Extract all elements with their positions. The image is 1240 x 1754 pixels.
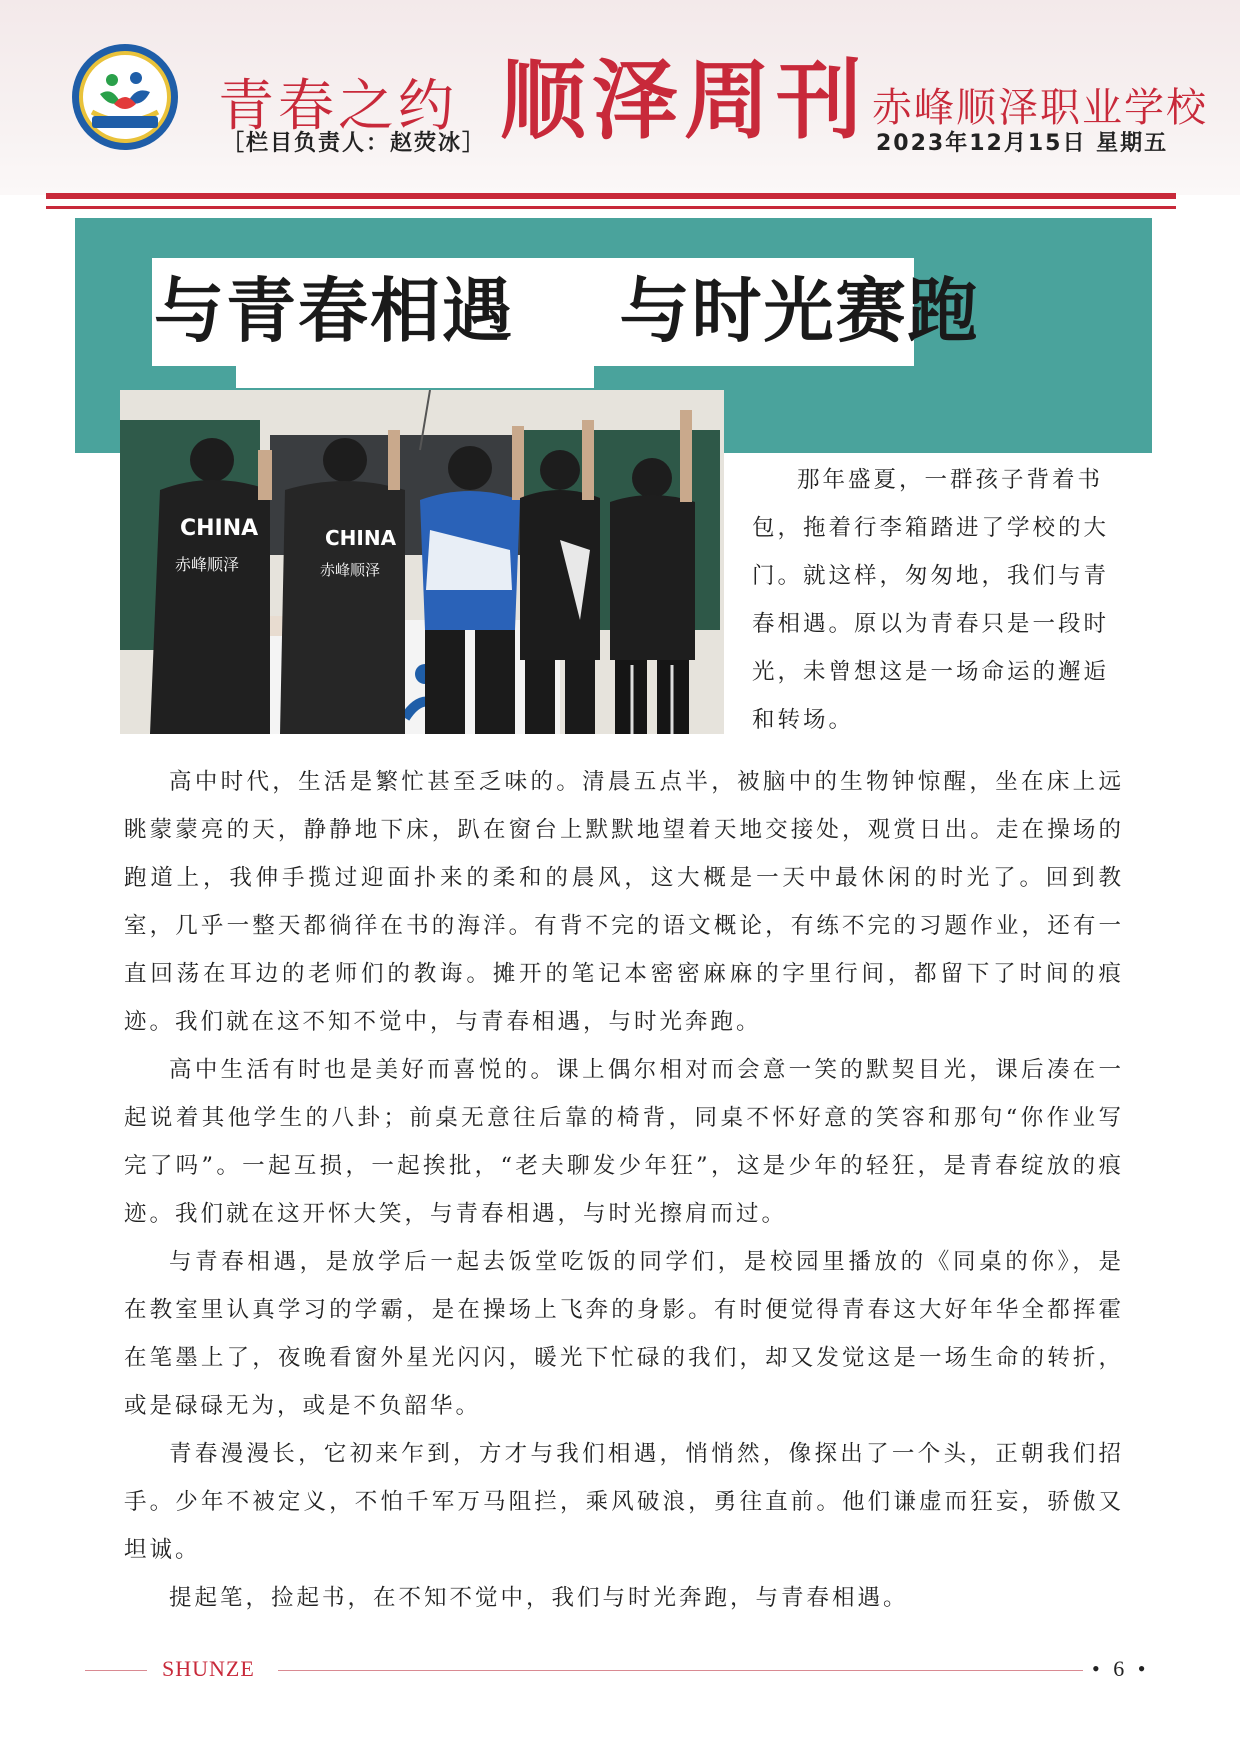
issue-date: 2023年12月15日 星期五 [876, 131, 1169, 156]
svg-text:赤峰顺泽: 赤峰顺泽 [320, 561, 381, 579]
students-photo [120, 390, 724, 734]
column-editor: ［栏目负责人：赵荧冰］ [222, 131, 487, 156]
jacket-text: CHINA [325, 526, 397, 550]
body-paragraph: 青春漫漫长，它初来乍到，方才与我们相遇，悄悄然，像探出了一个头，正朝我们招手。少年不被定义，不怕千军万马阻拦，乘风破浪，勇往直前。他们谦虚而狂妄，骄傲又坦诚。 [124, 1441, 1124, 1563]
header-rule-thick [46, 193, 1176, 199]
school-name: 赤峰顺泽职业学校 [872, 85, 1208, 131]
intro-paragraph: 那年盛夏，一群孩子背着书包，拖着行李箱踏进了学校的大门。就这样，匆匆地，我们与青春相遇。原以为青春只是一段时光，未曾想这是一场命运的邂逅和转场。 [752, 467, 1110, 733]
jacket-text: CHINA [180, 516, 259, 541]
article-title: 与青春相遇 与时光赛跑 [154, 270, 980, 352]
column-name: 青春之约 [218, 74, 458, 139]
footer-brand: SHUNZE [162, 1656, 255, 1681]
article-intro [752, 456, 1124, 744]
masthead-title: 顺泽周刊 [500, 51, 868, 151]
footer-rule-left [85, 1670, 147, 1671]
school-logo [70, 42, 180, 152]
header-rule-thin [46, 206, 1176, 209]
footer-rule-right [278, 1670, 1083, 1671]
body-paragraph: 高中时代，生活是繁忙甚至乏味的。清晨五点半，被脑中的生物钟惊醒，坐在床上远眺蒙蒙亮的天，静静地下床，趴在窗台上默默地望着天地交接处，观赏日出。走在操场的跑道上，我伸手揽过迎面扑来的柔和的晨风，这大概是一天中最休闲的时光了。回到教室，几乎一整天都徜徉在书的海洋。有背不完的语文概论，有练不完的习题作业，还有一直回荡在耳边的老师们的教诲。摊开的笔记本密密麻麻的字里行间，都留下了时间的痕迹。我们就在这不知不觉中，与青春相遇，与时光奔跑。 [124, 769, 1124, 1035]
body-paragraph: 与青春相遇，是放学后一起去饭堂吃饭的同学们，是校园里播放的《同桌的你》，是在教室里认真学习的学霸，是在操场上飞奔的身影。有时便觉得青春这大好年华全都挥霍在笔墨上了，夜晚看窗外星光闪闪，暖光下忙碌的我们，却又发觉这是一场生命的转折，或是碌碌无为，或是不负韶华。 [124, 1249, 1124, 1419]
article-body [124, 758, 1124, 1622]
body-paragraph: 高中生活有时也是美好而喜悦的。课上偶尔相对而会意一笑的默契目光，课后凑在一起说着其他学生的八卦；前桌无意往后靠的椅背，同桌不怀好意的笑容和那句“你作业写完了吗”。一起互损，一起挨批，“老夫聊发少年狂”，这是少年的轻狂，是青春绽放的痕迹。我们就在这开怀大笑，与青春相遇，与时光擦肩而过。 [124, 1057, 1124, 1227]
title-box-notch [236, 366, 594, 388]
svg-text:赤峰顺泽: 赤峰顺泽 [175, 555, 240, 574]
body-paragraph: 提起笔，捡起书，在不知不觉中，我们与时光奔跑，与青春相遇。 [169, 1585, 909, 1611]
page-number: • 6 • [1092, 1656, 1150, 1681]
